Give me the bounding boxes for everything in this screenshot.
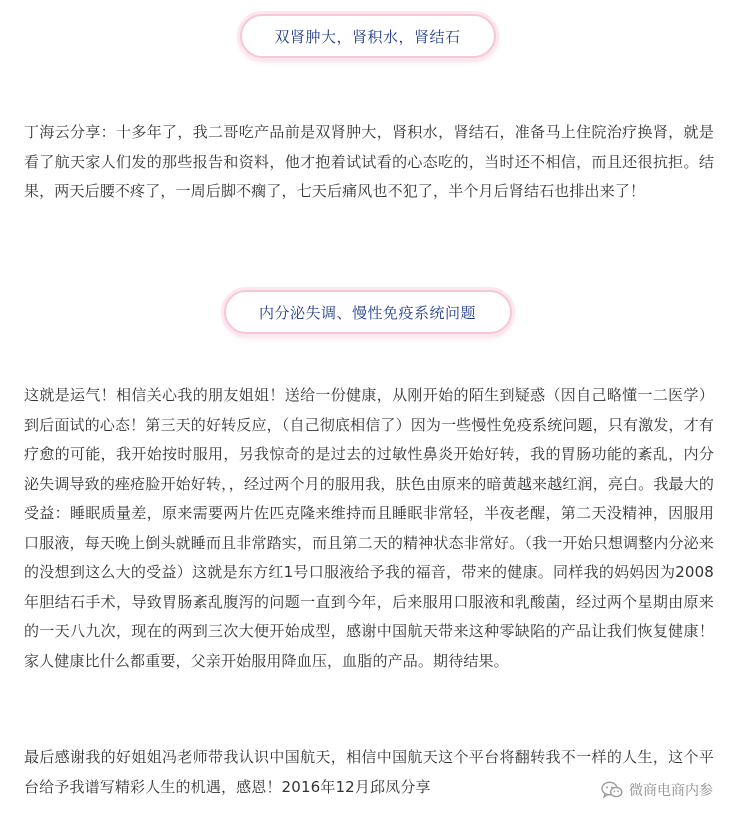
watermark-text: 微商电商内参 xyxy=(629,783,713,799)
testimonial-paragraph: 这就是运气！相信关心我的朋友姐姐！送给一份健康，从刚开始的陌生到疑惑（因自己略懂一二医学）到后面试的心态！第三天的好转反应，（自己彻底相信了）因为一些慢性免疫系统问题，只有激发，才有疗愈的可能，我开始按时服用，另我惊奇的是过去的过敏性鼻炎开始好转，我的胃肠功能的紊乱，内分泌失调导致的痤疮脸开始好转，，经过两个月的服用我，肤色由原来的暗黄越来越红润，亮白。我最大的受益：睡眠质量差，原来需要两片佐匹克隆来维持而且睡眠非常轻，半夜老醒，第二天没精神，因服用口服液，每天晚上倒头就睡而且非常踏实，而且第二天的精神状态非常好。（我一开始只想调整内分泌来的没想到这么大的受益）这就是东方红1号口服液给予我的福音，带来的健康。同样我的妈妈因为2008年胆结石手术，导致胃肠紊乱腹泻的问题一直到今年，后来服用口服液和乳酸菌，经过两个星期由原来的一天八九次，现在的两到三次大便开始成型，感谢中国航天带来这种零缺陷的产品让我们恢复健康！家人健康比什么都重要，父亲开始服用降血压，血脂的产品。期待结果。 xyxy=(24,386,714,670)
section-title-endocrine xyxy=(224,290,512,334)
wechat-icon xyxy=(601,781,623,799)
watermark xyxy=(601,780,713,800)
section-title-kidney xyxy=(240,14,496,58)
closing-paragraph: 最后感谢我的好姐姐冯老师带我认识中国航天，相信中国航天这个平台将翻转我不一样的人生，这个平台给予我谱写精彩人生的机遇，感恩！2016年12月邱凤分享 xyxy=(24,748,714,796)
section-title-text: 内分泌失调、慢性免疫系统问题 xyxy=(258,303,476,322)
section-title-text: 双肾肿大，肾积水，肾结石 xyxy=(274,27,461,46)
testimonial-paragraph: 丁海云分享：十多年了，我二哥吃产品前是双肾肿大，肾积水，肾结石，准备马上住院治疗换肾，就是看了航天家人们发的那些报告和资料，他才抱着试试看的心态吃的，当时还不相信，而且还很抗拒。结果，两天后腰不疼了，一周后脚不瘸了，七天后痛风也不犯了，半个月后肾结石也排出来了！ xyxy=(24,123,714,200)
